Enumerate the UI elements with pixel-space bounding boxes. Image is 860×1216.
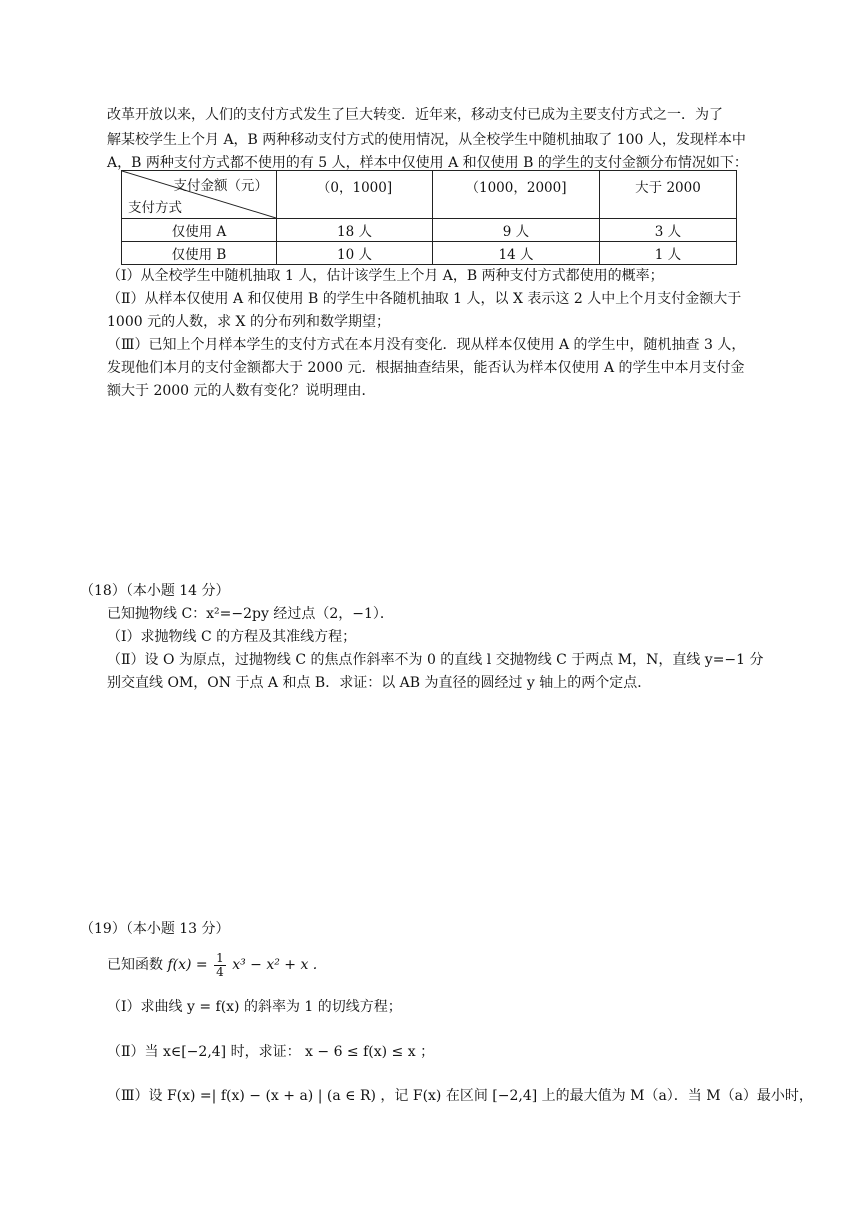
q18-part-2a: （Ⅱ）设 O 为原点，过抛物线 C 的焦点作斜率不为 0 的直线 l 交抛物线 C 于两点 M，N，直线 y=−1 分 [107,652,764,668]
intro-line-2: 解某校学生上个月 A，B 两种移动支付方式的使用情况，从全校学生中随机抽取了 100 人，发现样本中 [107,132,746,148]
intro-line-3: A，B 两种支付方式都不使用的有 5 人，样本中仅使用 A 和仅使用 B 的学生的支付金额分布情况如下： [107,155,748,171]
table-cell: 9 人 [433,219,600,242]
col-header: 大于 2000 [600,171,737,219]
row-label: 仅使用 B [122,242,277,265]
table-row [122,242,737,265]
q19-part-3: （Ⅲ）设 F(x) =| f(x) − (x + a) | (a ∈ R) ，记 F(x) 在区间 [−2,4] 上的最大值为 M（a）．当 M（a）最小时， [107,1088,813,1104]
q18-part-2b: 别交直线 OM，ON 于点 A 和点 B．求证：以 AB 为直径的圆经过 y 轴上的两个定点． [107,675,652,691]
q19-stem-rest: x³ − x² + x . [232,957,318,973]
table-cell: 14 人 [433,242,600,265]
table-cell: 18 人 [277,219,433,242]
table-cell: 3 人 [600,219,737,242]
col-header: （0，1000] [277,171,433,219]
q19-stem [107,950,317,980]
fraction [214,952,226,979]
q19-part-2: （Ⅱ）当 x∈[−2,4] 时，求证： x − 6 ≤ f(x) ≤ x ； [107,1044,435,1060]
q18-stem: 已知抛物线 C：x²=−2py 经过点（2，−1）． [107,606,394,622]
diagonal-header-cell [122,171,277,219]
intro-line-1: 改革开放以来，人们的支付方式发生了巨大转变．近年来，移动支付已成为主要支付方式之一．为了 [107,107,723,123]
diag-header-top: 支付金额（元） [173,178,268,194]
q19-stem-fx: f(x) = [167,957,208,973]
row-label: 仅使用 A [122,219,277,242]
payment-table [121,170,737,265]
q17-part-3b: 发现他们本月的支付金额都大于 2000 元．根据抽查结果，能否认为样本仅使用 A 的学生中本月支付金 [107,360,745,376]
diag-header-bottom: 支付方式 [128,200,182,216]
col-header: （1000，2000] [433,171,600,219]
q19-header: （19）（本小题 13 分） [80,921,230,937]
table-cell: 10 人 [277,242,433,265]
table-row [122,219,737,242]
q17-part-2a: （Ⅱ）从样本仅使用 A 和仅使用 B 的学生中各随机抽取 1 人，以 X 表示这 2 人中上个月支付金额大于 [107,291,742,307]
fraction-denominator: 4 [216,964,224,979]
table-cell: 1 人 [600,242,737,265]
q19-part-1: （Ⅰ）求曲线 y = f(x) 的斜率为 1 的切线方程； [107,999,402,1015]
q17-part-3a: （Ⅲ）已知上个月样本学生的支付方式在本月没有变化．现从样本仅使用 A 的学生中，随机抽查 3 人， [107,337,746,353]
q17-part-1: （Ⅰ）从全校学生中随机抽取 1 人，估计该学生上个月 A，B 两种支付方式都使用的概率； [107,268,664,284]
q17-part-2b: 1000 元的人数，求 X 的分布列和数学期望； [107,314,390,330]
fraction-numerator: 1 [216,950,224,965]
q18-header: （18）（本小题 14 分） [80,583,230,599]
q17-part-3c: 额大于 2000 元的人数有变化？说明理由． [107,383,376,399]
q19-stem-prefix: 已知函数 [107,957,163,973]
q18-part-1: （Ⅰ）求抛物线 C 的方程及其准线方程； [107,629,357,645]
